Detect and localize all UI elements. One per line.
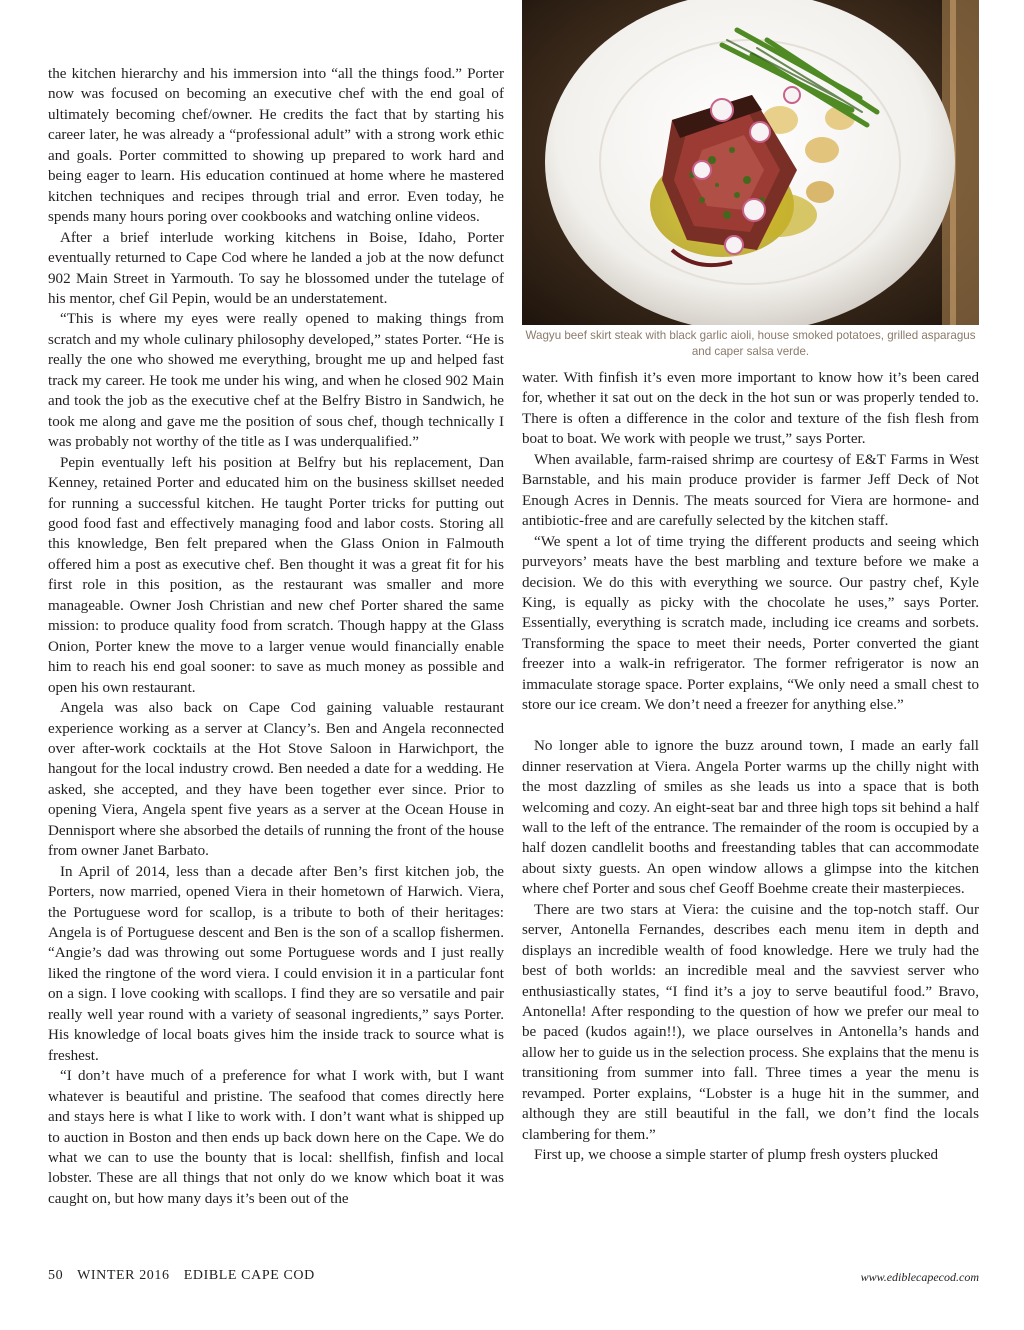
paragraph: First up, we choose a simple starter of plump fresh oysters plucked (534, 1147, 939, 1164)
paragraph: In April of 2014, less than a decade after Ben’s first kitchen job, the Porters, now married, opened Viera in their hometown of Harwich. Viera, the Portuguese word for scallop, is a tribute to both of their heritages: Angela is of Portuguese descent and Ben is the son of a scallop fishermen. “Angie’s dad was throwing out some Portuguese words and I just really liked the ringtone of the word viera. I could envision it in a particular font on a sign. I love cooking with scallops. I find they are so versatile and pair really well year round with a variety of seasonal ingredients,” says Porter. His knowledge of local boats gives him the inside track to source what is freshest. (48, 863, 504, 1064)
paragraph: the kitchen hierarchy and his immersion into “all the things food.” Porter now was focused on becoming an executive chef with the end goal of ultimately becoming chef/owner. He credits the fact that by starting his career later, he was already a “professional adult” with a strong work ethic and goals. Porter committed to showing up prepared to work hard and being eager to learn. His education continued at home where he mastered kitchen techniques and recipes through trial and error. Even today, he spends many hours poring over cookbooks and watching online videos. (48, 66, 504, 226)
paragraph: When available, farm-raised shrimp are courtesy of E&T Farms in West Barnstable, and his main produce provider is farmer Jeff Deck of Not Enough Acres in Dennis. The meats sourced for Viera are hormone- and antibiotic-free and are carefully selected by the kitchen staff. (522, 451, 979, 530)
paragraph: “We spent a lot of time trying the different products and seeing which purveyors’ meats have the best marbling and texture before we make a decision. We do this with everything we source. Our pastry chef, Kyle King, is equally as picky with the chocolate he uses,” says Porter. Essentially, everything is scratch made, including ice creams and sorbets. Transforming the space to meet their needs, Porter converted the giant freezer into a walk-in refrigerator. The former refrigerator is now an immaculate storage space. Porter explains, “We only need a small chest to store our ice cream. We don’t need a freezer for anything else.” (522, 533, 979, 714)
left-text-column (48, 64, 504, 1209)
page-number: 50 (48, 1268, 64, 1283)
right-text-column (522, 368, 979, 1166)
steak-plate-illustration (522, 0, 979, 325)
page-folio (48, 1268, 325, 1284)
paragraph: “This is where my eyes were really opened to making things from scratch and my whole culinary philosophy developed,” states Porter. “He is really the one who showed me everything, brought me up and helped fast track my career. He took me under his wing, and when he closed 902 Main and took the job as the executive chef at the Belfry Bistro in Sandwich, he took me along and gave me the position of sous chef, though technically I was probably not worthy of the title as I was underqualified.” (48, 311, 504, 451)
magazine-name: EDIBLE CAPE COD (183, 1268, 315, 1283)
website-url: www.ediblecapecod.com (860, 1270, 979, 1284)
paragraph: Angela was also back on Cape Cod gaining valuable restaurant experience working as a server at Clancy’s. Ben and Angela reconnected over after-work cocktails at the Hot Stove Saloon in Harwichport, the hangout for the local industry crowd. Ben needed a date for a wedding. He asked, she accepted, and they have been together ever since. Prior to opening Viera, Angela spent five years as a server at the Ocean House in Dennisport where she absorbed the details of running the front of the house from owner Janet Barbato. (48, 700, 504, 860)
paragraph: After a brief interlude working kitchens in Boise, Idaho, Porter eventually returned to Cape Cod where he landed a job at the now defunct 902 Main Street in Yarmouth. To say he blossomed under the tutelage of his mentor, chef Gil Pepin, would be an understatement. (48, 229, 504, 307)
food-photo (522, 0, 979, 325)
paragraph: There are two stars at Viera: the cuisine and the top-notch staff. Our server, Antonella Fernandes, describes each menu item in depth and displays an incredible wealth of food knowledge. Here we truly had the best of both worlds: an incredible meal and the savviest server who enthusiastically states, “I find it’s a joy to serve beautiful food.” Bravo, Antonella! After responding to the question of how we prefer our meal to be paced (kudos again!!), we place ourselves in Antonella’s hands and allow her to guide us in the selection process. She explains that the menu is transitioning from summer into fall. Three times a year the menu is revamped. Porter explains, “Lobster is a huge hit in the summer, and although they are still beautiful in the fall, we don’t find the locals clambering for them.” (522, 901, 979, 1143)
paragraph: water. With finfish it’s even more important to know how it’s been cared for, whether it sat out on the deck in the hot sun or was properly tended to. There is often a difference in the color and texture of the fish flesh from boat to boat. We work with people we trust,” says Porter. (522, 370, 979, 448)
photo-caption: Wagyu beef skirt steak with black garlic aioli, house smoked potatoes, grilled asparagus and caper salsa verde. (525, 329, 976, 358)
paragraph: “I don’t have much of a preference for what I work with, but I want whatever is beautiful and pristine. The seafood that comes directly here and stays here is what I like to work with. I don’t want what is shipped up to auction in Boston and then ends up back down here on the Cape. We do what we can to use the bounty that is local: shellfish, finfish and local lobster. These are all things that not only do we know which boat it was caught on, but how many days it’s been out of the (48, 1068, 504, 1207)
paragraph: Pepin eventually left his position at Belfry but his replacement, Dan Kenney, retained Porter and educated him on the business skillset needed for running a successful kitchen. He taught Porter tricks for putting out good food fast and effectively managing food and labor costs. Storing all this knowledge, Ben felt prepared when the Glass Onion in Falmouth offered him a post as executive chef. Ben thought it was a great fit for his first role in this position, as the restaurant was smaller and more manageable. Owner Josh Christian and new chef Porter shared the same mission: to produce quality food from scratch. Though happy at the Glass Onion, Porter knew the move to a larger venue would financially enable him to reach his end goal sooner: to save as much money as possible and open his own restaurant. (48, 454, 504, 696)
issue-label: WINTER 2016 (77, 1268, 170, 1283)
paragraph: No longer able to ignore the buzz around town, I made an early fall dinner reservation at Viera. Angela Porter warms up the chilly night with the most dazzling of smiles as she leads us into a space that is both welcoming and cozy. An eight-seat bar and three high tops sit behind a half wall to the left of the entrance. The remainder of the room is occupied by a half dozen candlelit booths and freestanding tables that can accommodate about sixty guests. An open window allows a glimpse into the kitchen where chef Porter and sous chef Geoff Boehme create their masterpieces. (522, 738, 979, 898)
